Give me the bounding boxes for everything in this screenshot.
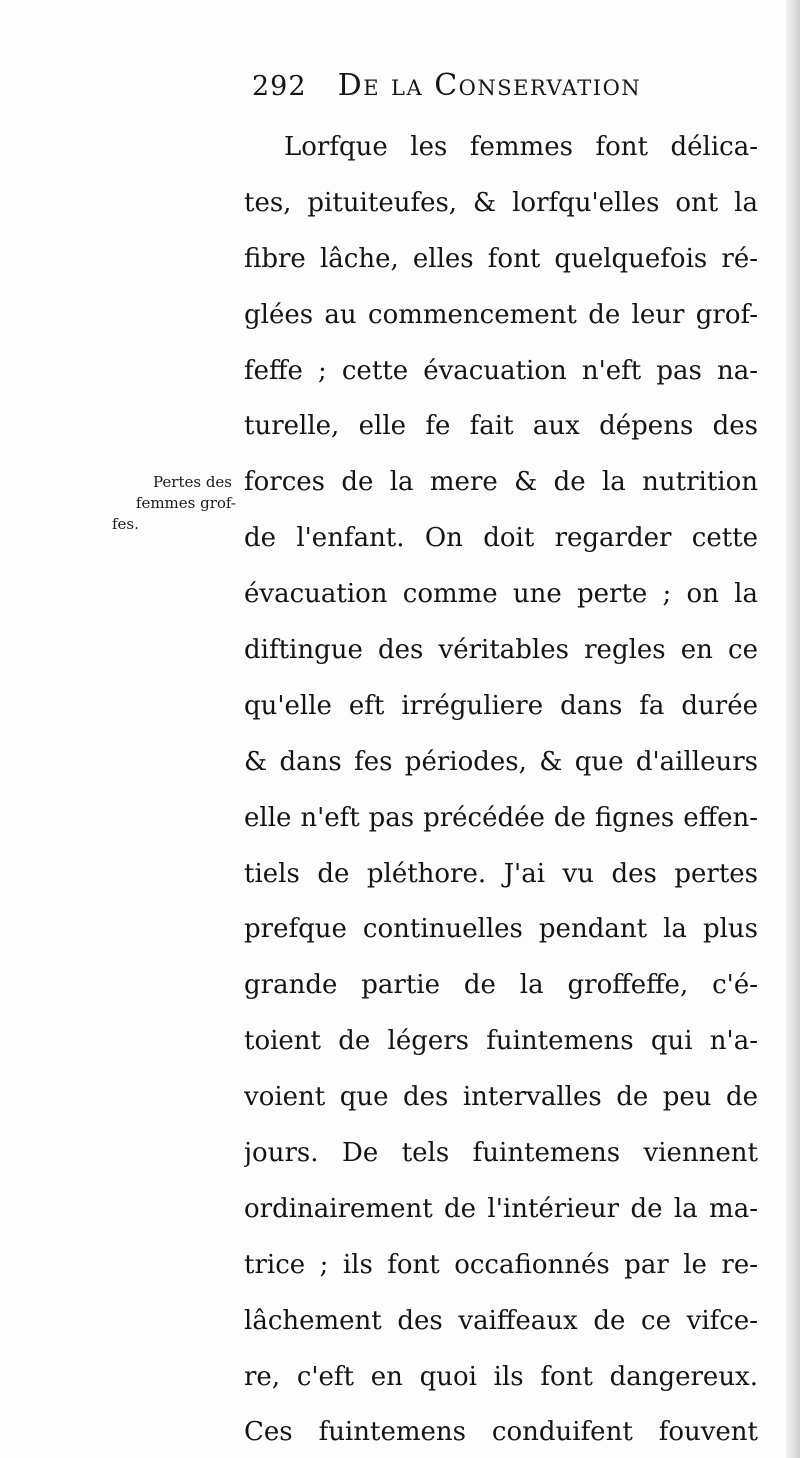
text-line: Lorfque les femmes font délica- xyxy=(284,132,758,162)
running-title: De la Conservation xyxy=(337,68,642,103)
text-line: forces de la mere & de la nutrition xyxy=(244,467,758,498)
text-line: toient de légers fuintemens qui n'a- xyxy=(244,1026,758,1057)
text-line: tiels de pléthore. J'ai vu des pertes xyxy=(244,858,758,889)
text-line: & dans fes périodes, & que d'ailleurs xyxy=(244,746,758,777)
text-line: turelle, elle fe fait aux dépens des xyxy=(244,411,758,442)
margin-note-line: fes. xyxy=(112,515,139,533)
page-number: 292 xyxy=(252,71,307,102)
text-line: jours. De tels fuintemens viennent xyxy=(244,1138,758,1169)
text-line: elle n'eft pas précédée de fignes effen- xyxy=(244,802,758,833)
text-line: de l'enfant. On doit regarder cette xyxy=(244,523,758,554)
margin-note xyxy=(104,472,236,535)
text-line: évacuation comme une perte ; on la xyxy=(244,579,758,610)
text-line: lâchement des vaiffeaux de ce vifce- xyxy=(244,1305,758,1336)
text-line: ordinairement de l'intérieur de la ma- xyxy=(244,1193,758,1224)
text-line: re, c'eft en quoi ils font dangereux. xyxy=(244,1361,758,1392)
text-line: diftingue des véritables regles en ce xyxy=(244,635,758,666)
page-edge-shadow xyxy=(786,0,800,1458)
running-head xyxy=(252,68,772,112)
margin-note-line: Pertes des xyxy=(152,473,232,491)
text-line: glées au commencement de leur grof- xyxy=(244,299,758,330)
body-text xyxy=(244,120,758,1458)
text-line: prefque continuelles pendant la plus xyxy=(244,914,758,945)
text-line: fibre lâche, elles font quelquefois ré- xyxy=(244,243,758,274)
text-line: Ces fuintemens conduifent fouvent xyxy=(244,1417,758,1448)
text-line: qu'elle eft irréguliere dans fa durée xyxy=(244,690,758,721)
text-line: voient que des intervalles de peu de xyxy=(244,1082,758,1113)
text-line: trice ; ils font occafionnés par le re- xyxy=(244,1249,758,1280)
text-line: feffe ; cette évacuation n'eft pas na- xyxy=(244,355,758,386)
text-line: grande partie de la groffeffe, c'é- xyxy=(244,970,758,1001)
text-line: tes, pituiteufes, & lorfqu'elles ont la xyxy=(244,187,758,218)
margin-note-line: femmes grof- xyxy=(135,494,236,512)
